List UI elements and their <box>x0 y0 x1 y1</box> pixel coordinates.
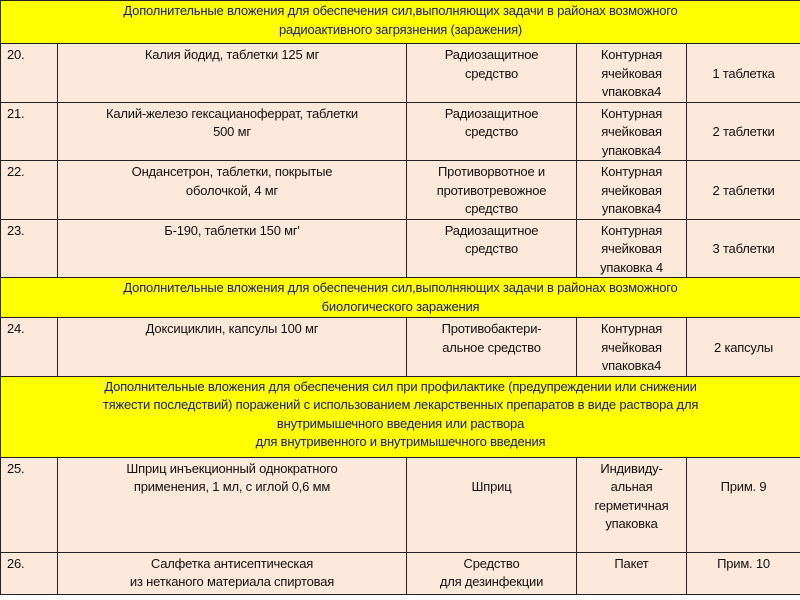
row-number: 20. <box>1 44 58 103</box>
item-package: Пакет <box>577 552 687 594</box>
item-quantity: 2 таблетки <box>687 161 800 220</box>
item-package: Контурная ячейковая vпаковка4 <box>577 44 687 103</box>
item-purpose: Средство для дезинфекции <box>407 552 577 594</box>
item-purpose: Шприц <box>407 457 577 552</box>
item-purpose: Противорвотное и противотревожное средство <box>407 161 577 220</box>
table-row <box>1 161 800 220</box>
section-header-biological: Дополнительные вложения для обеспечения сил,выполняющих задачи в районах возможного биологического заражения <box>1 278 800 318</box>
item-quantity: 3 таблетки <box>687 219 800 278</box>
row-number: 24. <box>1 318 58 377</box>
item-quantity: 2 капсулы <box>687 318 800 377</box>
item-package: Контурная ячейковая упаковка4 <box>577 161 687 220</box>
item-package: Контурная ячейковая упаковка 4 <box>577 219 687 278</box>
section-header-row <box>1 376 800 457</box>
item-quantity: Прим. 10 <box>687 552 800 594</box>
item-name: Шприц инъекционный однократного применения, 1 мл, с иглой 0,6 мм <box>58 457 407 552</box>
section-header-row <box>1 278 800 318</box>
item-name: Калия йодид, таблетки 125 мг <box>58 44 407 103</box>
item-name: Калий-железо гексацианоферрат, таблетки 500 мг <box>58 102 407 161</box>
row-number: 23. <box>1 219 58 278</box>
table-row <box>1 44 800 103</box>
item-purpose: Радиозащитное средство <box>407 102 577 161</box>
item-name: Доксициклин, капсулы 100 мг <box>58 318 407 377</box>
item-package: Контурная ячейковая упаковка4 <box>577 102 687 161</box>
item-quantity: 1 таблетка <box>687 44 800 103</box>
row-number: 21. <box>1 102 58 161</box>
table-row <box>1 102 800 161</box>
table-row <box>1 457 800 552</box>
table-row <box>1 219 800 278</box>
table-row <box>1 552 800 594</box>
item-name: Б-190, таблетки 150 мг' <box>58 219 407 278</box>
row-number: 26. <box>1 552 58 594</box>
item-quantity: 2 таблетки <box>687 102 800 161</box>
item-quantity: Прим. 9 <box>687 457 800 552</box>
item-name: Салфетка антисептическая из нетканого материала спиртовая <box>58 552 407 594</box>
row-number: 22. <box>1 161 58 220</box>
table-row <box>1 318 800 377</box>
item-purpose: Противобактери- альное средство <box>407 318 577 377</box>
row-number: 25. <box>1 457 58 552</box>
section-header-prophylaxis: Дополнительные вложения для обеспечения сил при профилактике (предупреждении или снижении тяжести последствий) поражений с использованием лекарственных препаратов в виде раствора для внутримышечного введения или раствора для внутривенного и внутримышечного введения <box>1 376 800 457</box>
item-purpose: Радиозащитное средство <box>407 44 577 103</box>
item-name: Ондансетрон, таблетки, покрытые оболочкой, 4 мг <box>58 161 407 220</box>
item-package: Контурная ячейковая vпаковка4 <box>577 318 687 377</box>
section-header-radiation: Дополнительные вложения для обеспечения сил,выполняющих задачи в районах возможного радиоактивного загрязнения (заражения) <box>1 1 800 44</box>
item-purpose: Радиозащитное средство <box>407 219 577 278</box>
section-header-row <box>1 1 800 44</box>
item-package: Индивиду- альная герметичная упаковка <box>577 457 687 552</box>
